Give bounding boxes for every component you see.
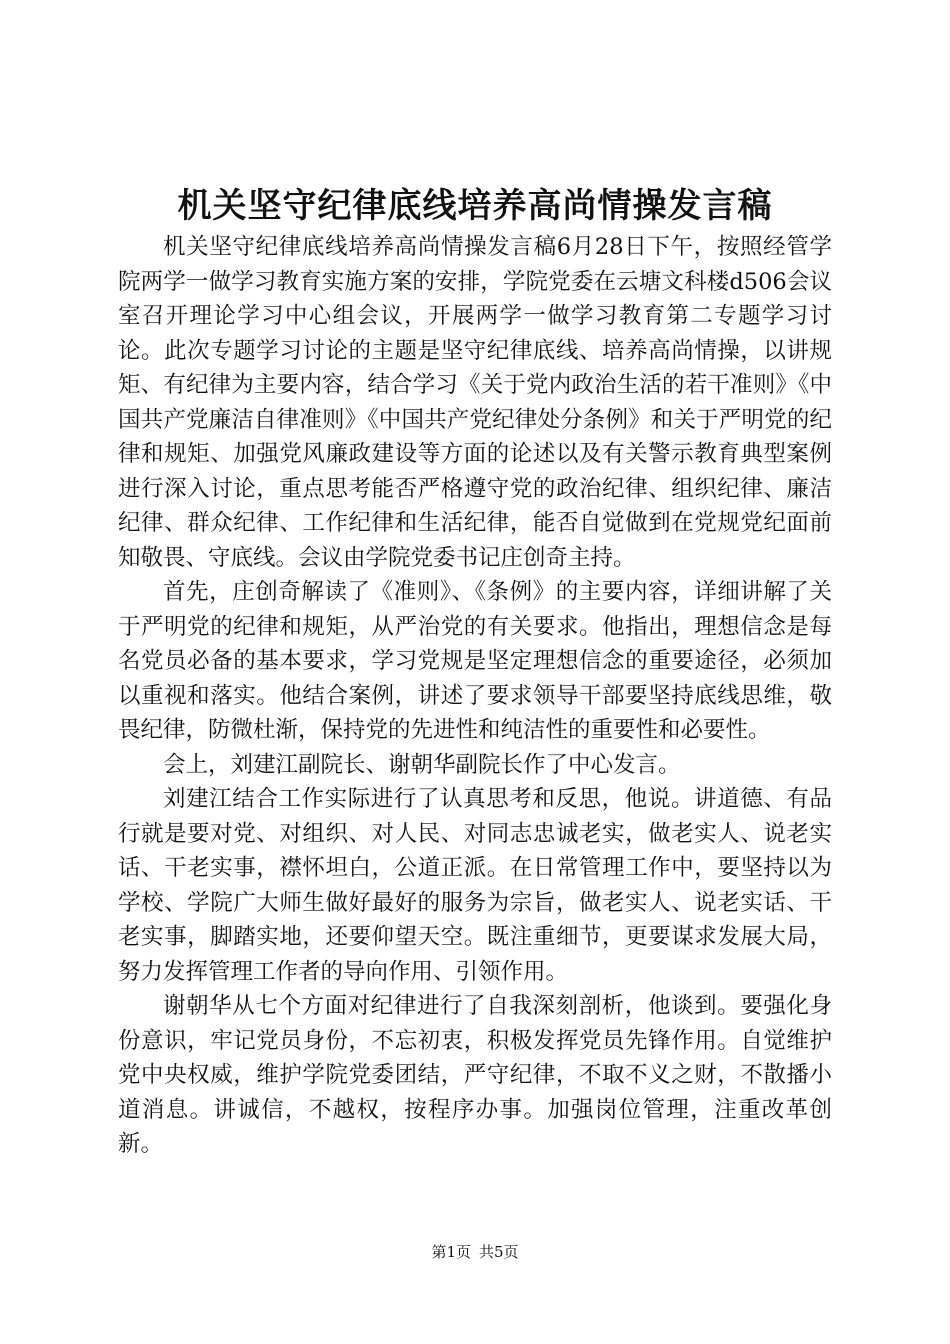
paragraph: 刘建江结合工作实际进行了认真思考和反思，他说。讲道德、有品行就是要对党、对组织、对人民、对同志忠诚老实，做老实人、说老实话、干老实事，襟怀坦白，公道正派。在日常管理工作中，要坚持以为学校、学院广大师生做好最好的服务为宗旨，做老实人、说老实话、干老实事，脚踏实地，还要仰望天空。既注重细节，更要谋求发展大局，努力发挥管理工作者的导向作用、引领作用。 bbox=[118, 786, 832, 985]
paragraph: 谢朝华从七个方面对纪律进行了自我深刻剖析，他谈到。要强化身份意识，牢记党员身份，不忘初衷，积极发挥党员先锋作用。自觉维护党中央权威，维护学院党委团结，严守纪律，不取不义之财，不散播小道消息。讲诚信，不越权，按程序办事。加强岗位管理，注重改革创新。 bbox=[118, 993, 832, 1157]
page-number: 第1页 bbox=[431, 1243, 471, 1261]
paragraph: 首先，庄创奇解读了《准则》、《条例》的主要内容，详细讲解了关于严明党的纪律和规矩，从严治党的有关要求。他指出，理想信念是每名党员必备的基本要求，学习党规是坚定理想信念的重要途径，必须加以重视和落实。他结合案例，讲述了要求领导干部要坚持底线思维，敬畏纪律，防微杜渐，保持党的先进性和纯洁性的重要性和必要性。 bbox=[118, 579, 832, 743]
page-footer bbox=[0, 1242, 950, 1262]
document-body bbox=[118, 230, 832, 1162]
paragraph: 机关坚守纪律底线培养高尚情操发言稿6月28日下午，按照经管学院两学一做学习教育实施方案的安排，学院党委在云塘文科楼d506会议室召开理论学习中心组会议，开展两学一做学习教育第二专题学习讨论。此次专题学习讨论的主题是坚守纪律底线、培养高尚情操，以讲规矩、有纪律为主要内容，结合学习《关于党内政治生活的若干准则》《中国共产党廉洁自律准则》《中国共产党纪律处分条例》和关于严明党的纪律和规矩、加强党风廉政建设等方面的论述以及有关警示教育典型案例进行深入讨论，重点思考能否严格遵守党的政治纪律、组织纪律、廉洁纪律、群众纪律、工作纪律和生活纪律，能否自觉做到在党规党纪面前知敬畏、守底线。会议由学院党委书记庄创奇主持。 bbox=[118, 234, 832, 571]
paragraph: 会上，刘建江副院长、谢朝华副院长作了中心发言。 bbox=[163, 751, 681, 778]
document-title: 机关坚守纪律底线培养高尚情操发言稿 bbox=[177, 186, 773, 226]
page-total: 共5页 bbox=[479, 1243, 519, 1261]
